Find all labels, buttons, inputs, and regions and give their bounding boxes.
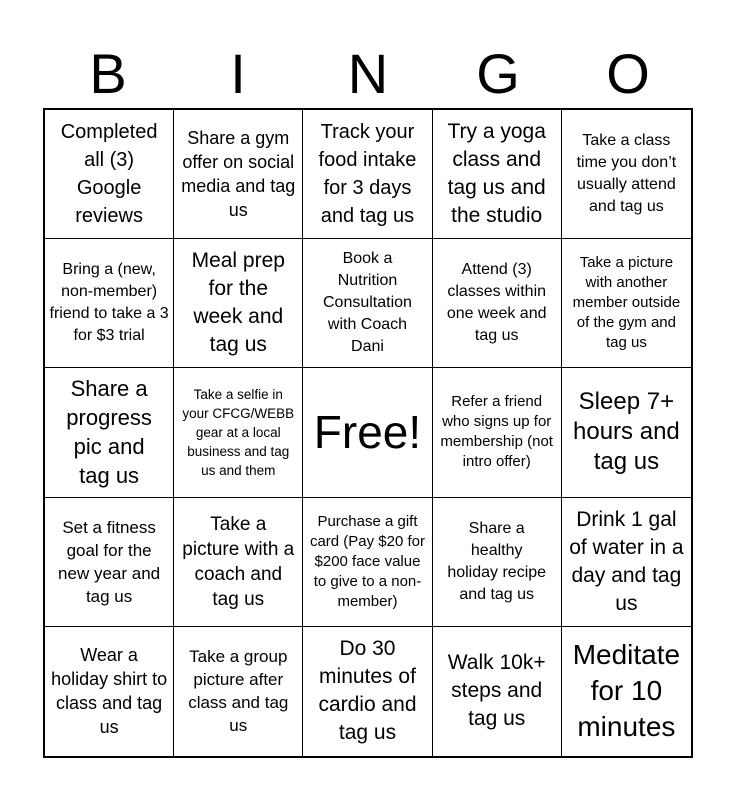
bingo-cell-r4c5[interactable]	[562, 498, 691, 627]
header-letter-o: O	[606, 42, 650, 105]
cell-text: Drink 1 gal of water in a day and tag us	[569, 507, 684, 615]
header-letter-n: N	[347, 42, 389, 105]
free-space-text: Free!	[313, 406, 422, 459]
cell-text: Meditate for 10 minutes	[572, 639, 681, 743]
bingo-cell-r5c4[interactable]	[433, 627, 562, 756]
cell-text: Take a picture with another member outside of the gym and tag us	[572, 254, 681, 352]
cell-text: Sleep 7+ hours and tag us	[573, 388, 680, 476]
cell-text: Share a healthy holiday recipe and tag us	[447, 519, 547, 603]
bingo-cell-r5c5[interactable]	[562, 627, 691, 756]
bingo-cell-r3c4[interactable]	[433, 368, 562, 497]
cell-text: Track your food intake for 3 days and tag us	[318, 121, 417, 228]
cell-text: Share a gym offer on social media and tag us	[181, 128, 296, 221]
bingo-cell-r1c5[interactable]	[562, 110, 691, 239]
bingo-cell-r4c1[interactable]	[45, 498, 174, 627]
cell-text: Purchase a gift card (Pay $20 for $200 face value to give to a non-member)	[309, 512, 426, 610]
cell-text: Meal prep for the week and tag us	[191, 249, 285, 357]
bingo-cell-r2c4[interactable]	[433, 239, 562, 368]
bingo-header	[43, 40, 693, 108]
cell-text: Try a yoga class and tag us and the studio	[447, 120, 546, 228]
cell-text: Share a progress pic and tag us	[66, 376, 152, 489]
bingo-cell-r3c5[interactable]	[562, 368, 691, 497]
bingo-cell-r5c2[interactable]	[174, 627, 303, 756]
cell-text: Wear a holiday shirt to class and tag us	[51, 645, 168, 738]
bingo-cell-r2c2[interactable]	[174, 239, 303, 368]
cell-text: Attend (3) classes within one week and tag us	[446, 261, 547, 345]
bingo-cell-r2c1[interactable]	[45, 239, 174, 368]
cell-text: Book a Nutrition Consultation with Coach Dani	[323, 250, 412, 356]
cell-text: Refer a friend who signs up for membership (not intro offer)	[440, 393, 553, 471]
bingo-cell-r2c3[interactable]	[303, 239, 432, 368]
bingo-cell-r3c1[interactable]	[45, 368, 174, 497]
bingo-cell-r3c2[interactable]	[174, 368, 303, 497]
header-letter-b: B	[89, 42, 127, 105]
bingo-cell-r2c5[interactable]	[562, 239, 691, 368]
bingo-cell-r1c2[interactable]	[174, 110, 303, 239]
cell-text: Take a selfie in your CFCG/WEBB gear at a local business and tag us and them	[182, 386, 295, 478]
bingo-cell-r5c3[interactable]	[303, 627, 432, 756]
bingo-cell-free[interactable]	[303, 368, 432, 497]
bingo-grid	[43, 108, 693, 758]
bingo-cell-r1c1[interactable]	[45, 110, 174, 239]
bingo-cell-r1c3[interactable]	[303, 110, 432, 239]
bingo-cell-r4c4[interactable]	[433, 498, 562, 627]
header-letter-g: G	[476, 42, 520, 105]
cell-text: Set a fitness goal for the new year and tag us	[58, 517, 161, 606]
cell-text: Completed all (3) Google reviews	[60, 121, 158, 228]
bingo-cell-r1c4[interactable]	[433, 110, 562, 239]
cell-text: Walk 10k+ steps and tag us	[447, 651, 546, 731]
bingo-cell-r4c2[interactable]	[174, 498, 303, 627]
bingo-cell-r5c1[interactable]	[45, 627, 174, 756]
header-letter-i: I	[230, 42, 246, 105]
cell-text: Take a class time you don’t usually attend and tag us	[576, 132, 677, 216]
cell-text: Take a group picture after class and tag us	[188, 647, 289, 736]
bingo-cell-r4c3[interactable]	[303, 498, 432, 627]
cell-text: Do 30 minutes of cardio and tag us	[318, 637, 417, 745]
cell-text: Take a picture with a coach and tag us	[182, 513, 295, 610]
cell-text: Bring a (new, non-member) friend to take a 3 for $3 trial	[49, 261, 169, 345]
